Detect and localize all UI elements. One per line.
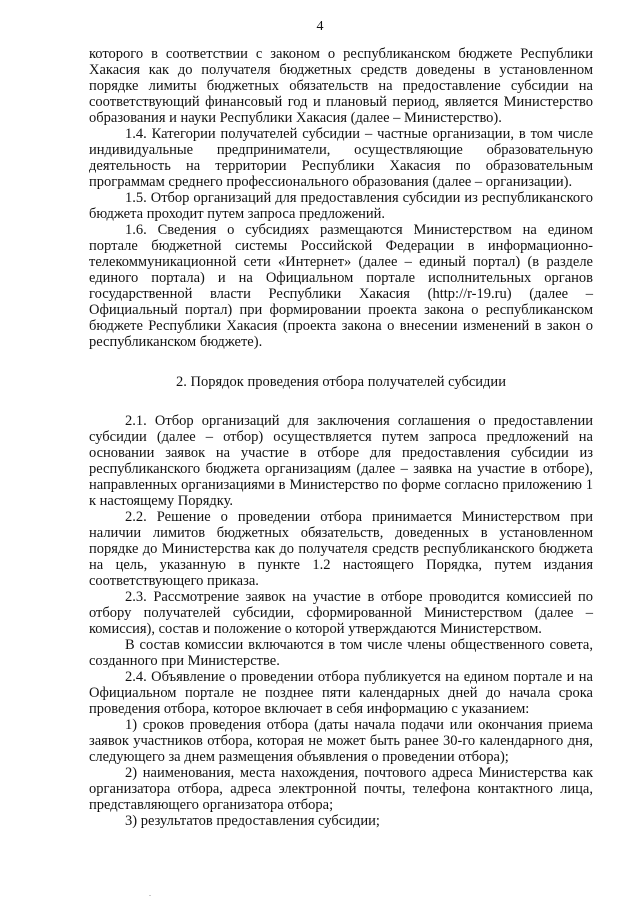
paragraph-2-3: 2.3. Рассмотрение заявок на участие в отборе проводится комиссией по отбору получателей субсидии, сформированной Министерством (далее – комиссия), состав и положение о которой утверждаются Министерством. <box>89 589 593 637</box>
paragraph-continuation: которого в соответствии с законом о республиканском бюджете Республики Хакасия как до получателя бюджетных средств доведены в установленном порядке лимиты бюджетных обязательств на предоставление субсидии на соответствующий финансовый год и плановый период, является Министерство образования и науки Республики Хакасия (далее – Министерство). <box>89 46 593 126</box>
paragraph-commission-members: В состав комиссии включаются в том числе члены общественного совета, созданного при Министерстве. <box>89 637 593 669</box>
paragraph-1-6: 1.6. Сведения о субсидиях размещаются Министерством на едином портале бюджетной системы Российской Федерации в информационно-телекоммуникационной сети «Интернет» (далее – единый портал) (в разделе единого портала) и на Официальном портале исполнительных органов государственной власти Республики Хакасия (http://r-19.ru) (далее – Официальный портал) при формировании проекта закона о республиканском бюджете Республики Хакасия (проекта закона о внесении изменений в закон о республиканском бюджете). <box>89 222 593 350</box>
document-body <box>89 46 593 829</box>
list-item-3: 3) результатов предоставления субсидии; <box>125 813 380 829</box>
paragraph-2-2: 2.2. Решение о проведении отбора принимается Министерством при наличии лимитов бюджетных обязательств, доведенных в установленном порядке до Министерства как до получателя средств республиканского бюджета на цель, указанную в пункте 1.2 настоящего Порядка, путем издания соответствующего приказа. <box>89 509 593 589</box>
paragraph-2-4: 2.4. Объявление о проведении отбора публикуется на едином портале и на Официальном портале не позднее пяти календарных дней до начала срока проведения отбора, которое включает в себя информацию с указанием: <box>89 669 593 717</box>
paragraph-2-1: 2.1. Отбор организаций для заключения соглашения о предоставлении субсидии (далее – отбор) осуществляется путем запроса предложений на основании заявок на участие в отборе для предоставления субсидии из республиканского бюджета организациям (далее – заявка на участие в отборе), направленных организациями в Министерство по форме согласно приложению 1 к настоящему Порядку. <box>89 413 593 509</box>
scan-artifact: . <box>149 889 151 898</box>
list-item-1: 1) сроков проведения отбора (даты начала подачи или окончания приема заявок участников отбора, которая не может быть ранее 30-го календарного дня, следующего за днем размещения объявления о проведении отбора); <box>89 717 593 765</box>
paragraph-1-4: 1.4. Категории получателей субсидии – частные организации, в том числе индивидуальные предприниматели, осуществляющие образовательную деятельность на территории Республики Хакасия по образовательным программам среднего профессионального образования (далее – организации). <box>89 126 593 190</box>
page-number: 4 <box>316 19 324 34</box>
section-heading: 2. Порядок проведения отбора получателей субсидии <box>176 374 506 390</box>
paragraph-1-5: 1.5. Отбор организаций для предоставления субсидии из республиканского бюджета проходит путем запроса предложений. <box>89 190 593 222</box>
list-item-2: 2) наименования, места нахождения, почтового адреса Министерства как организатора отбора, адреса электронной почты, телефона контактного лица, представляющего организатора отбора; <box>89 765 593 813</box>
